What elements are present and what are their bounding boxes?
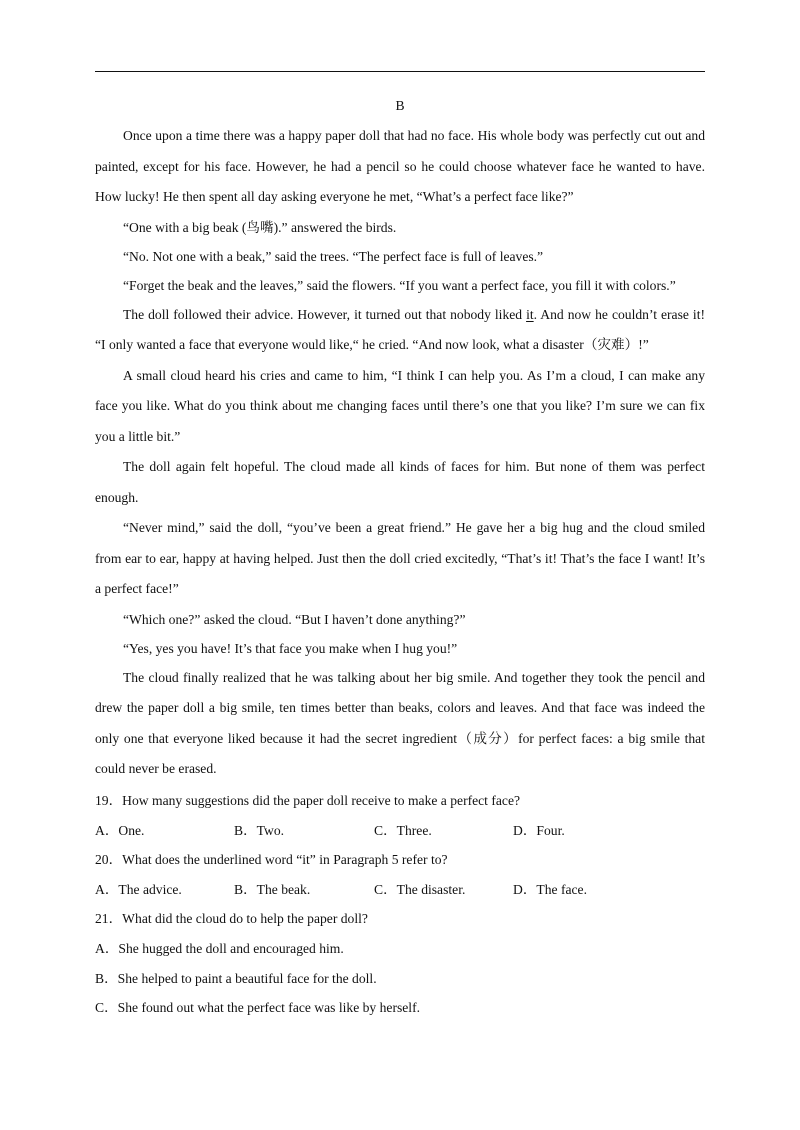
q21-option-a: A．She hugged the doll and encouraged him. [95,940,344,956]
question-21-stem: 21．What did the cloud do to help the paper doll? [95,911,368,927]
q21-option-c: C．She found out what the perfect face was like by herself. [95,1000,421,1016]
question-19-stem: 19．How many suggestions did the paper doll receive to make a perfect face? [95,793,521,808]
paragraph-11: The cloud finally realized that he was talking about her big smile. And together they took the pencil and drew the paper doll a big smile, ten times better than beaks, colors and leaves. And that face was indeed the only one that everyone liked because it had the secret ingredient（成分）for perfect faces: a big smile that could never be erased. [95,669,705,776]
paragraph-8: “Never mind,” said the doll, “you’ve been a great friend.” He gave her a big hug and the cloud smiled from ear to ear, happy at having helped. Just then the doll cried excitedly, “That’s it! That’s the face I want! It’s a perfect face!” [95,520,705,596]
paragraph-4: “Forget the beak and the leaves,” said the flowers. “If you want a perfect face, you fill it with colors.” [123,277,676,293]
q20-option-a: A．The advice. [95,881,182,897]
q19-option-b: B．Two. [234,822,285,838]
paragraph-5 [95,300,705,361]
paragraph-7: The doll again felt hopeful. The cloud made all kinds of faces for him. But none of them was perfect enough. [95,459,705,505]
q21-option-b: B．She helped to paint a beautiful face for the doll. [95,970,377,986]
question-list [95,786,705,1023]
paragraph-3: “No. Not one with a beak,” said the trees. “The perfect face is full of leaves.” [123,248,544,264]
underlined-word-it: it [526,306,534,322]
q20-option-c: C．The disaster. [374,881,466,897]
paragraph-6: A small cloud heard his cries and came to him, “I think I can help you. As I’m a cloud, I can make any face you like. What do you think about me changing faces until there’s one that you like? I’m sure we can fix you a little bit.” [95,367,705,444]
question-20-stem: 20．What does the underlined word “it” in Paragraph 5 refer to? [95,852,448,868]
paragraph-9: “Which one?” asked the cloud. “But I haven’t done anything?” [123,611,466,627]
section-label: B [395,98,405,113]
q19-option-c: C．Three. [374,822,432,838]
header-rule [95,71,705,72]
reading-passage [95,121,705,785]
question-20-options [95,875,705,905]
question-19-options [95,816,705,846]
q19-option-a: A．One. [95,822,145,838]
paragraph-10: “Yes, yes you have! It’s that face you make when I hug you!” [123,640,458,656]
paragraph-2: “One with a big beak (鸟嘴).” answered the birds. [123,219,397,235]
q19-option-d: D．Four. [513,822,565,838]
q20-option-d: D．The face. [513,881,587,897]
q20-option-b: B．The beak. [234,881,311,897]
paragraph-5-after: . And now he couldn’t erase it! “I only wanted a face that everyone would like,“ he cried. “And now look, what a disaster（灾难）!” [95,306,705,352]
paragraph-1: Once upon a time there was a happy paper doll that had no face. His whole body was perfectly cut out and painted, except for his face. However, he had a pencil so he could choose whatever face he wanted to have. How lucky! He then spent all day asking everyone he met, “What’s a perfect face like?” [95,128,705,204]
paragraph-5-before: The doll followed their advice. However, it turned out that nobody liked [123,306,527,322]
